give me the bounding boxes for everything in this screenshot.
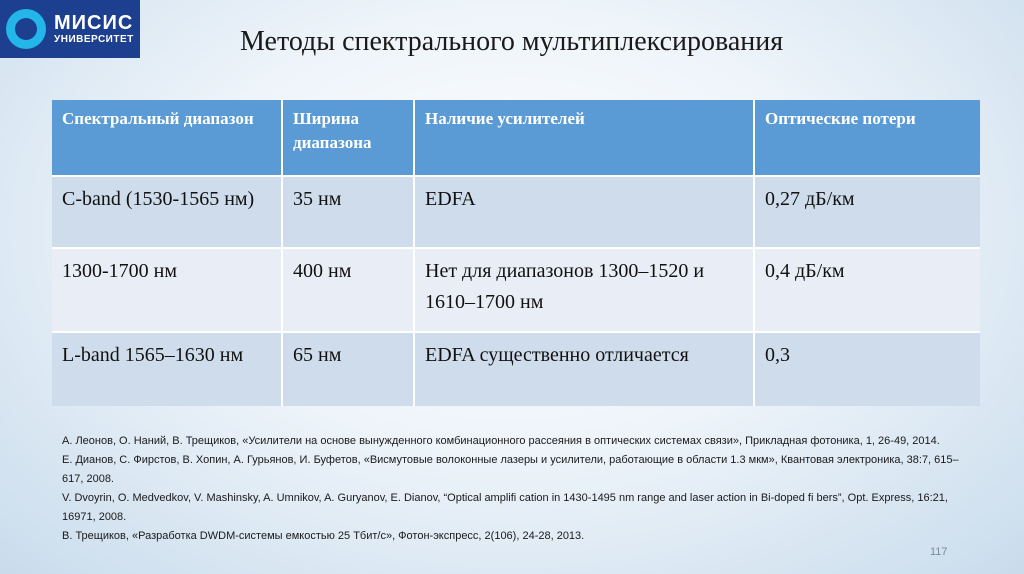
spectral-methods-table: [52, 100, 980, 406]
header-range-width: Ширина диапазона: [282, 100, 414, 176]
table-row: [52, 248, 980, 332]
cell-amplifiers: EDFA: [414, 176, 754, 248]
header-amplifiers: Наличие усилителей: [414, 100, 754, 176]
cell-amplifiers: Нет для диапазонов 1300–1520 и 1610–1700 нм: [414, 248, 754, 332]
cell-optical-losses: 0,27 дБ/км: [754, 176, 980, 248]
cell-spectral-range: C-band (1530-1565 нм): [52, 176, 282, 248]
cell-spectral-range: L-band 1565–1630 нм: [52, 332, 282, 406]
page-number: 117: [930, 546, 948, 558]
cell-spectral-range: 1300-1700 нм: [52, 248, 282, 332]
table-header-row: [52, 100, 980, 176]
university-logo: [0, 0, 140, 58]
table-row: [52, 176, 980, 248]
references-list: [62, 432, 972, 546]
cell-optical-losses: 0,3: [754, 332, 980, 406]
header-optical-losses: Оптические потери: [754, 100, 980, 176]
logo-icon: [6, 9, 46, 49]
cell-range-width: 65 нм: [282, 332, 414, 406]
table-row: [52, 332, 980, 406]
logo-subtitle: УНИВЕРСИТЕТ: [54, 34, 134, 45]
cell-amplifiers: EDFA существенно отличается: [414, 332, 754, 406]
reference-item: Е. Дианов, С. Фирстов, В. Хопин, А. Гурьянов, И. Буфетов, «Висмутовые волоконные лазеры и усилители, работающие в области 1.3 мкм», Квантовая электроника, 38:7, 615–617, 2008.: [62, 454, 959, 485]
reference-item: А. Леонов, О. Наний, В. Трещиков, «Усилители на основе вынужденного комбинационного рассеяния в оптических системах связи», Прикладная фотоника, 1, 26-49, 2014.: [62, 435, 940, 447]
slide-title: Методы спектрального мультиплексирования: [240, 26, 784, 57]
header-spectral-range: Спектральный диапазон: [52, 100, 282, 176]
reference-item: В. Трещиков, «Разработка DWDM-системы емкостью 25 Тбит/с», Фотон-экспресс, 2(106), 24-28, 2013.: [62, 530, 585, 542]
reference-item: V. Dvoyrin, O. Medvedkov, V. Mashinsky, A. Umnikov, A. Guryanov, E. Dianov, “Optical amplifi cation in 1430-1495 nm range and laser action in Bi-doped fi bers”, Opt. Express, 16:21, 16971, 2008.: [62, 492, 948, 523]
cell-range-width: 35 нм: [282, 176, 414, 248]
cell-range-width: 400 нм: [282, 248, 414, 332]
cell-optical-losses: 0,4 дБ/км: [754, 248, 980, 332]
logo-name: МИСИС: [54, 12, 134, 34]
